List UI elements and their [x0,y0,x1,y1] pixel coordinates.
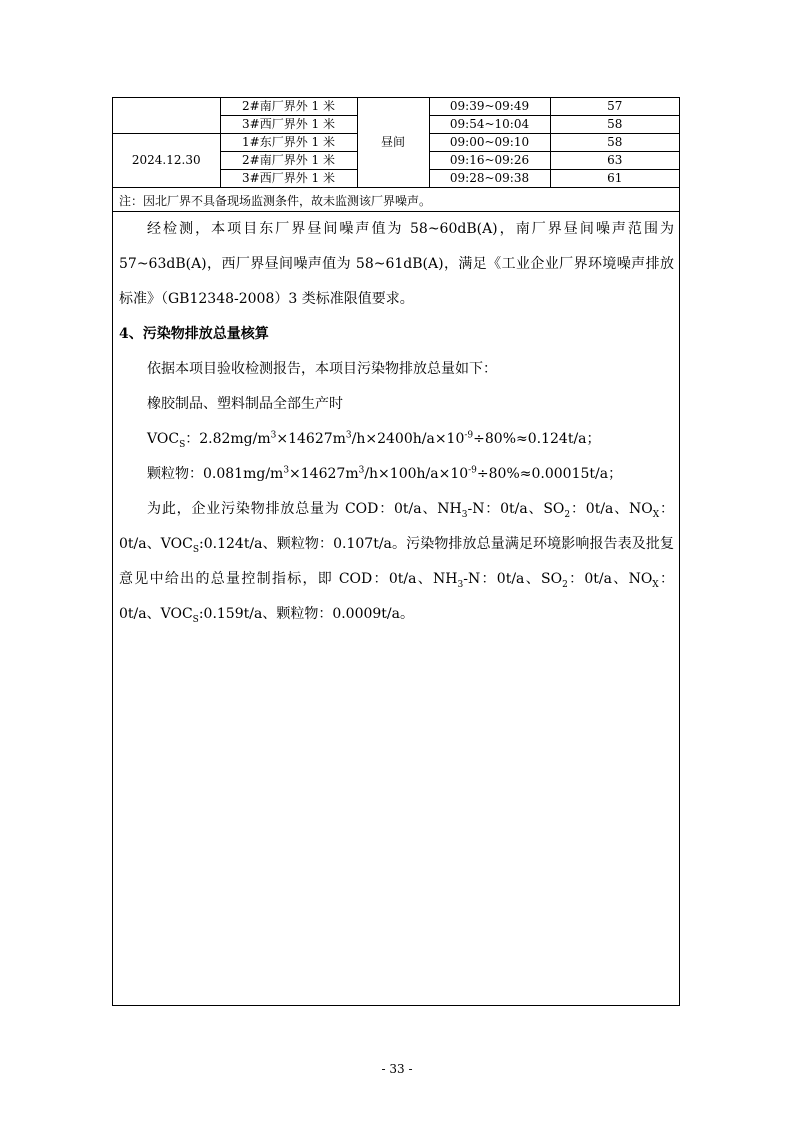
body-text [119,212,674,632]
value-cell: 58 [550,134,679,152]
value-cell: 61 [550,170,679,188]
location-cell: 2#南厂界外 1 米 [220,152,357,170]
condition-paragraph: 橡胶制品、塑料制品全部生产时 [147,396,343,412]
page-number: - 33 - [381,1062,413,1076]
time-cell: 09:00~09:10 [429,134,550,152]
noise-conclusion-paragraph: 经检测，本项目东厂界昼间噪声值为 58~60dB(A)，南厂界昼间噪声范围为 57~63dB(A)，西厂界昼间噪声值为 58~61dB(A)，满足《工业企业厂界环境噪声排放标准》（GB12348-2008）3 类标准限值要求。 [119,221,674,307]
time-cell: 09:16~09:26 [429,152,550,170]
date-cell-empty [113,98,220,134]
time-cell: 09:54~10:04 [429,116,550,134]
particulate-formula: 颗粒物：$0.081mg/m^3\times 14627m^3/h\times 100h/a\times 10^{-9}\div 80\%\approx 0.00015t/a$； [147,465,623,482]
content-frame [112,97,680,1006]
basis-paragraph: 依据本项目验收检测报告，本项目污染物排放总量如下： [147,361,497,377]
location-cell: 3#西厂界外 1 米 [220,170,357,188]
total-emission-paragraph: 为此，企业污染物排放总量为 COD：0t/a、$NH_3-N$：0t/a、$SO_2$：0t/a、$NO_X$：0t/a、$VOC_S:0.124t/a$、颗粒物：0.107t/a。污染物排放总量满足环境影响报告表及批复意见中给出的总量控制指标，即 COD：0t/a、$NH_3-N$：0t/a、$SO_2$：0t/a、$NO_X$：0t/a、$VOC_S:0.159t/a$、颗粒物：0.0009t/a。 [119,501,675,625]
table-note: 注：因北厂界不具备现场监测条件，故未监测该厂界噪声。 [119,194,432,208]
time-cell: 09:28~09:38 [429,170,550,188]
location-cell: 3#西厂界外 1 米 [220,116,357,134]
value-cell: 63 [550,152,679,170]
section-heading: 4、污染物排放总量核算 [119,326,269,342]
location-cell: 2#南厂界外 1 米 [220,98,357,116]
value-cell: 58 [550,116,679,134]
voc-formula: $VOC_S$：$2.82mg/m^3\times 14627m^3/h\times 2400h/a\times 10^{-9}\div 80\%\approx 0.124t/a$； [147,430,601,450]
noise-monitoring-table [113,98,679,188]
date-cell: 2024.12.30 [113,134,220,188]
table-row [113,98,679,116]
location-cell: 1#东厂界外 1 米 [220,134,357,152]
period-cell: 昼间 [357,98,429,188]
value-cell: 57 [550,98,679,116]
time-cell: 09:39~09:49 [429,98,550,116]
